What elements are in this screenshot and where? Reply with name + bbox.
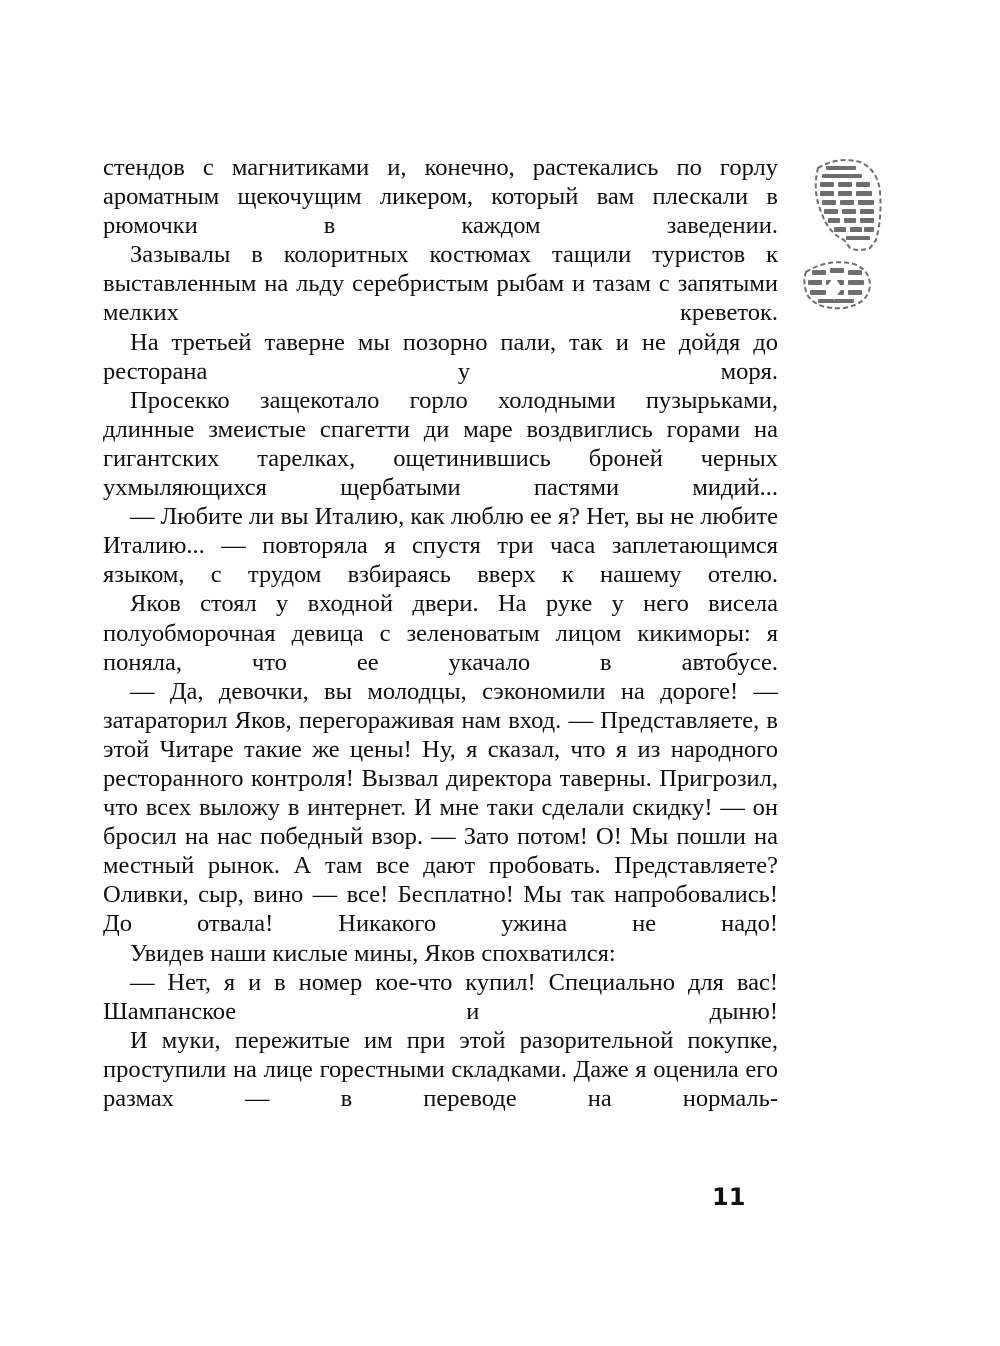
paragraph: — Нет, я и в номер кое-что купил! Специально для вас! Шампанское и дыню! (103, 968, 778, 1025)
footprint-sole-icon (816, 160, 881, 250)
paragraph: Яков стоял у входной двери. На руке у него висела полуобморочная девица с зеленоватым лицом кикиморы: я поняла, что ее укачало в автобусе. (103, 590, 778, 676)
paragraph: И муки, пережитые им при этой разорительной покупке, проступили на лице горестными складками. Даже я оценила его размах — в переводе на нормаль- (103, 1026, 778, 1112)
paragraph: Увидев наши кислые мины, Яков спохватился: (130, 939, 616, 967)
paragraph: На третьей таверне мы позорно пали, так и не дойдя до ресторана у моря. (103, 328, 778, 385)
footprint-icon (798, 148, 888, 318)
paragraph: — Любите ли вы Италию, как люблю ее я? Нет, вы не любите Италию... — повторяла я спустя три часа заплетающимся языком, с трудом взбираясь вверх к нашему отелю. (103, 503, 778, 589)
paragraph: стендов с магнитиками и, конечно, растекались по горлу ароматным щекочущим ликером, который вам плескали в рюмочки в каждом заведении. (103, 154, 778, 240)
paragraph: Просекко защекотало горло холодными пузырьками, длинные змеистые спагетти ди маре воздвиглись горами на гигантских тарелках, ощетинившись броней черных ухмыляющихся щербатыми пастями мидий... (103, 386, 778, 502)
paragraph: — Да, девочки, вы молодцы, сэкономили на дороге! — затараторил Яков, перегораживая нам вход. — Представляете, в этой Читаре такие же цены! Ну, я сказал, что я из народного ресторанного контроля! Вызвал директора таверны. Пригрозил, что всех выложу в интернет. И мне таки сделали скидку! — он бросил на нас победный взор. — Зато потом! О! Мы пошли на местный рынок. А там все дают пробовать. Представляете? Оливки, сыр, вино — все! Бесплатно! Мы так напробовались! До отвала! Никакого ужина не надо! (103, 677, 778, 938)
body-text (103, 153, 778, 1113)
page-number: 11 (712, 1183, 746, 1211)
paragraph: Зазывалы в колоритных костюмах тащили туристов к выставленным на льду серебристым рыбам и тазам с запятыми мелких креветок. (103, 241, 778, 327)
footprint-heel-icon (804, 262, 870, 308)
